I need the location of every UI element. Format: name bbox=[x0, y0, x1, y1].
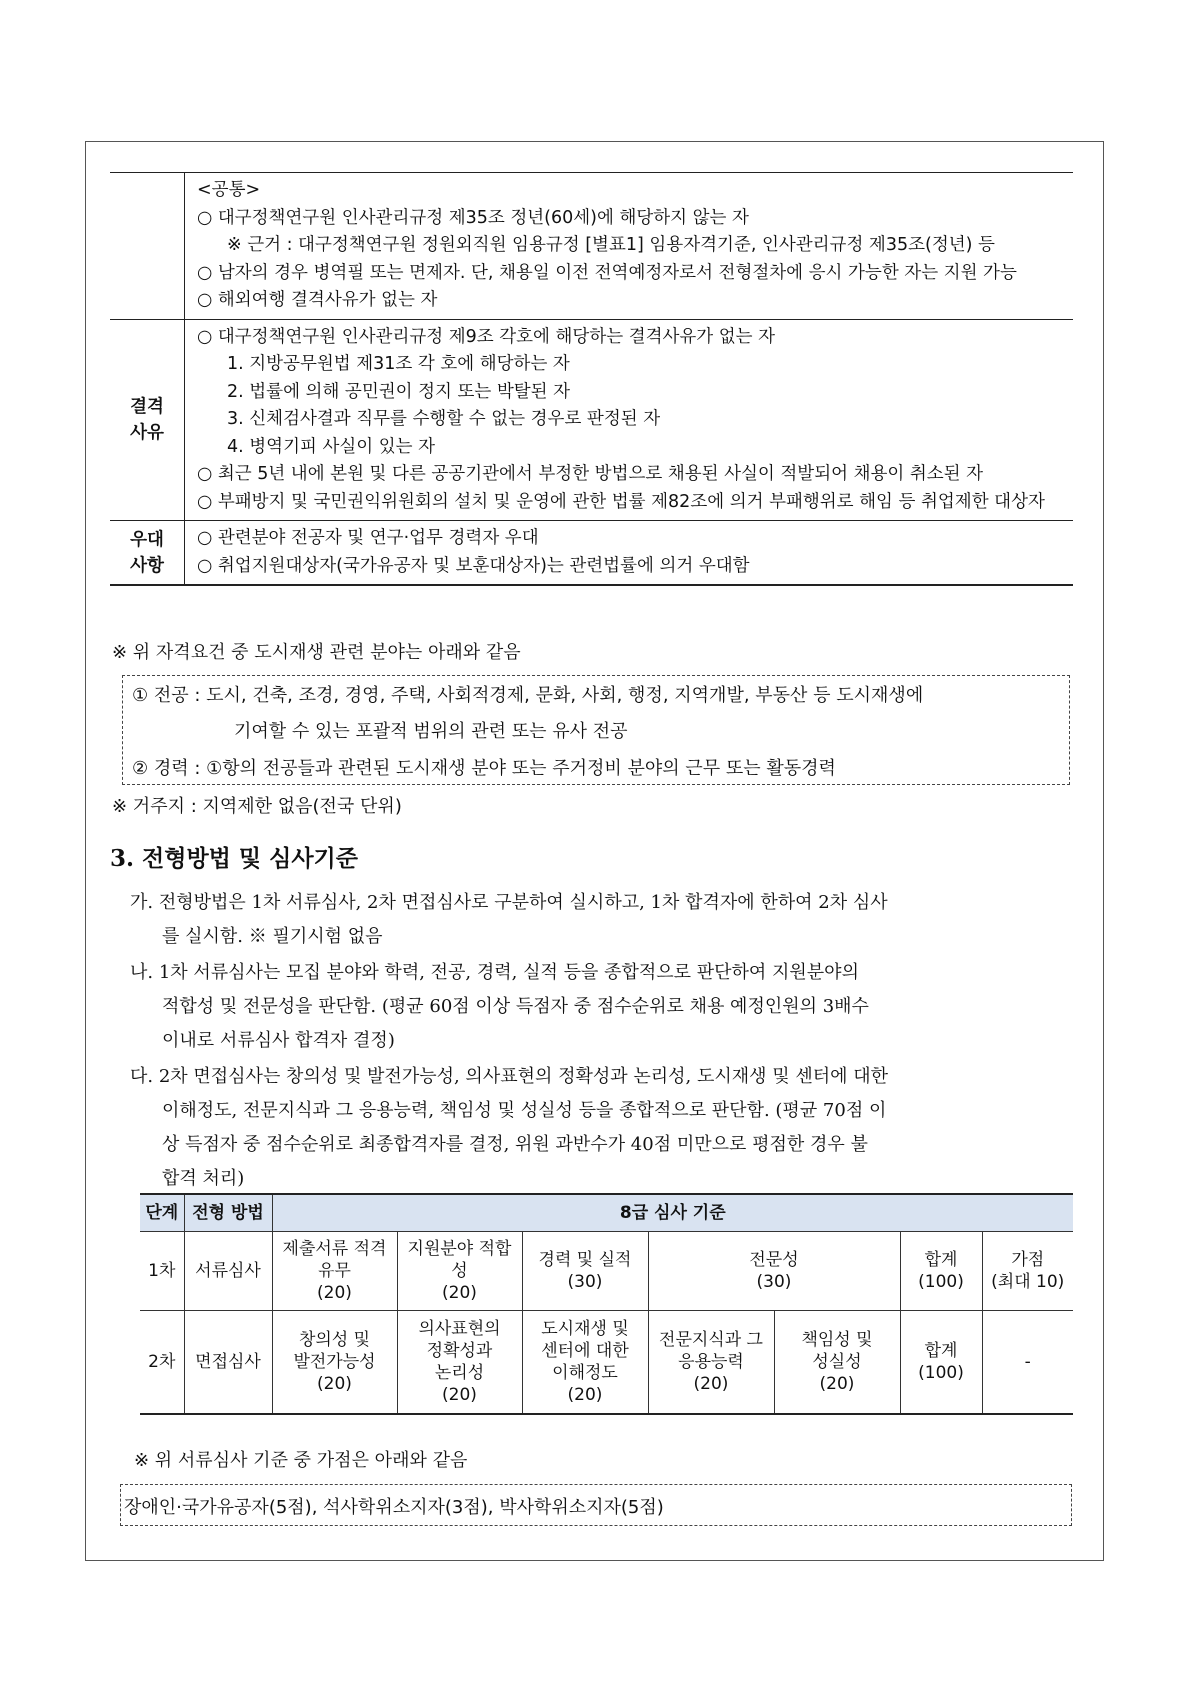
criterion-score: (최대 10) bbox=[991, 1272, 1065, 1292]
criterion-text: 전문지식과 그 bbox=[659, 1330, 763, 1350]
criterion-score: (100) bbox=[918, 1363, 964, 1383]
major-line: 기여할 수 있는 포괄적 범위의 관련 또는 유사 전공 bbox=[234, 721, 628, 742]
disq-line: ○ 대구정책연구원 인사관리규정 제9조 각호에 해당하는 결격사유가 없는 자 bbox=[197, 326, 776, 347]
section-title: 3. 전형방법 및 심사기준 bbox=[110, 845, 358, 872]
criterion-text: 논리성 bbox=[434, 1363, 485, 1383]
criterion-score: (20) bbox=[567, 1385, 603, 1405]
criterion-cell bbox=[272, 1232, 397, 1311]
qualification-table bbox=[110, 172, 1073, 586]
disqualification-row bbox=[110, 319, 1073, 521]
header-method: 전형 방법 bbox=[184, 1194, 272, 1232]
bonus-text: 장애인·국가유공자(5점), 석사학위소지자(3점), 박사학위소지자(5점) bbox=[124, 1497, 664, 1518]
stage1-row bbox=[140, 1232, 1073, 1311]
common-line: ※ 근거 : 대구정책연구원 정원외직원 임용규정 [별표1] 임용자격기준, 인사관리규정 제35조(정년) 등 bbox=[227, 235, 995, 255]
pref-line: ○ 관련분야 전공자 및 연구·업무 경력자 우대 bbox=[197, 528, 539, 548]
label-line: 사유 bbox=[130, 422, 164, 443]
disq-line: 3. 신체검사결과 직무를 수행할 수 없는 경우로 판정된 자 bbox=[227, 409, 661, 429]
criterion-text: 가점 bbox=[1011, 1250, 1045, 1270]
para-ga: 를 실시함. ※ 필기시험 없음 bbox=[162, 926, 383, 947]
header-stage: 단계 bbox=[140, 1194, 184, 1232]
stage-cell: 2차 bbox=[140, 1311, 184, 1415]
criterion-cell bbox=[397, 1232, 522, 1311]
criterion-score: (20) bbox=[317, 1374, 352, 1394]
criterion-score: (20) bbox=[442, 1385, 477, 1405]
common-line: ○ 남자의 경우 병역필 또는 면제자. 단, 채용일 이전 전역예정자로서 전형절차에 응시 가능한 자는 지원 가능 bbox=[197, 262, 1017, 283]
common-heading: <공통> bbox=[197, 180, 261, 200]
header-criteria: 8급 심사 기준 bbox=[272, 1194, 1073, 1232]
career-line: ② 경력 : ①항의 전공들과 관련된 도시재생 분야 또는 주거정비 분야의 근무 또는 활동경력 bbox=[132, 758, 836, 779]
criterion-text: 책임성 및 bbox=[801, 1330, 873, 1350]
para-da: 다. 2차 면접심사는 창의성 및 발전가능성, 의사표현의 정확성과 논리성, 도시재생 및 센터에 대한 bbox=[130, 1066, 889, 1087]
common-label bbox=[110, 173, 185, 320]
criterion-text: 의사표현의 bbox=[418, 1319, 501, 1339]
criterion-text: 이해정도 bbox=[552, 1363, 618, 1383]
method-cell: 면접심사 bbox=[184, 1311, 272, 1415]
criterion-text: 경력 및 실적 bbox=[538, 1250, 632, 1270]
criterion-cell bbox=[522, 1232, 648, 1311]
para-da: 상 득점자 중 점수순위로 최종합격자를 결정, 위원 과반수가 40점 미만으로 평점한 경우 불 bbox=[162, 1134, 868, 1155]
criterion-score: (100) bbox=[918, 1272, 964, 1292]
criterion-cell bbox=[522, 1311, 648, 1415]
criterion-text: 성실성 bbox=[812, 1352, 862, 1372]
method-cell: 서류심사 bbox=[184, 1232, 272, 1311]
criteria-header-row bbox=[140, 1194, 1073, 1232]
common-content bbox=[185, 173, 1074, 320]
common-line: ○ 대구정책연구원 인사관리규정 제35조 정년(60세)에 해당하지 않는 자 bbox=[197, 207, 749, 228]
criterion-text: 전문성 bbox=[749, 1250, 799, 1270]
stage-cell: 1차 bbox=[140, 1232, 184, 1311]
total-cell bbox=[900, 1311, 982, 1415]
criterion-text: 합계 bbox=[924, 1341, 958, 1361]
preference-content bbox=[185, 521, 1074, 586]
criterion-cell bbox=[397, 1311, 522, 1415]
disq-line: 2. 법률에 의해 공민권이 정지 또는 박탈된 자 bbox=[227, 381, 571, 402]
criterion-text: 센터에 대한 bbox=[541, 1341, 629, 1361]
criterion-score: (20) bbox=[317, 1283, 352, 1303]
common-line: ○ 해외여행 결격사유가 없는 자 bbox=[197, 290, 438, 310]
stage2-row bbox=[140, 1311, 1073, 1415]
criterion-text: 지원분야 적합성 bbox=[407, 1239, 512, 1281]
criterion-text: 창의성 및 bbox=[298, 1330, 371, 1350]
criterion-score: (20) bbox=[693, 1374, 729, 1394]
bonus-note: ※ 위 서류심사 기준 중 가점은 아래와 같음 bbox=[134, 1450, 468, 1471]
common-row bbox=[110, 173, 1073, 320]
criteria-table bbox=[140, 1193, 1073, 1415]
label-line: 우대 bbox=[130, 529, 164, 550]
pref-line: ○ 취업지원대상자(국가유공자 및 보훈대상자)는 관련법률에 의거 우대함 bbox=[197, 555, 750, 576]
criterion-text: 정확성과 bbox=[426, 1341, 493, 1361]
criterion-cell bbox=[648, 1311, 774, 1415]
criterion-score: (30) bbox=[756, 1272, 792, 1292]
para-da: 이해정도, 전문지식과 그 응용능력, 책임성 및 성실성 등을 종합적으로 판단함. (평균 70점 이 bbox=[162, 1100, 887, 1121]
preference-row bbox=[110, 521, 1073, 586]
criterion-text: 제출서류 적격 bbox=[282, 1239, 387, 1259]
disqualification-label bbox=[110, 319, 185, 521]
criterion-text: 유무 bbox=[318, 1261, 351, 1281]
disq-line: ○ 최근 5년 내에 본원 및 다른 공공기관에서 부정한 방법으로 채용된 사실이 적발되어 채용이 취소된 자 bbox=[197, 464, 984, 484]
criterion-cell bbox=[272, 1311, 397, 1415]
label-line: 사항 bbox=[130, 555, 164, 576]
criterion-text: 도시재생 및 bbox=[541, 1319, 629, 1339]
para-na: 나. 1차 서류심사는 모집 분야와 학력, 전공, 경력, 실적 등을 종합적으로 판단하여 지원분야의 bbox=[130, 962, 859, 983]
total-cell bbox=[900, 1232, 982, 1311]
disqualification-content bbox=[185, 319, 1074, 521]
para-da: 합격 처리) bbox=[162, 1168, 245, 1189]
criterion-cell bbox=[648, 1232, 900, 1311]
bonus-cell bbox=[982, 1232, 1073, 1311]
major-line: ① 전공 : 도시, 건축, 조경, 경영, 주택, 사회적경제, 문화, 사회, 행정, 지역개발, 부동산 등 도시재생에 bbox=[132, 685, 924, 706]
criterion-score: (20) bbox=[819, 1374, 855, 1394]
criterion-score: (30) bbox=[567, 1272, 603, 1292]
disq-line: ○ 부패방지 및 국민권익위원회의 설치 및 운영에 관한 법률 제82조에 의거 부패행위로 해임 등 취업제한 대상자 bbox=[197, 491, 1045, 512]
preference-label bbox=[110, 521, 185, 586]
criterion-text: 합계 bbox=[924, 1250, 958, 1270]
residence-note: ※ 거주지 : 지역제한 없음(전국 단위) bbox=[112, 796, 402, 817]
criterion-text: 응용능력 bbox=[678, 1352, 744, 1372]
para-na: 이내로 서류심사 합격자 결정) bbox=[162, 1030, 395, 1051]
para-na: 적합성 및 전문성을 판단함. (평균 60점 이상 득점자 중 점수순위로 채용 예정인원의 3배수 bbox=[162, 996, 869, 1017]
disq-line: 1. 지방공무원법 제31조 각 호에 해당하는 자 bbox=[227, 354, 570, 374]
bonus-cell: - bbox=[982, 1311, 1073, 1415]
para-ga: 가. 전형방법은 1차 서류심사, 2차 면접심사로 구분하여 실시하고, 1차 합격자에 한하여 2차 심사 bbox=[130, 892, 888, 913]
label-line: 결격 bbox=[130, 396, 164, 417]
criterion-text: 발전가능성 bbox=[293, 1352, 376, 1372]
criterion-cell bbox=[774, 1311, 900, 1415]
disq-line: 4. 병역기피 사실이 있는 자 bbox=[227, 436, 435, 457]
field-note: ※ 위 자격요건 중 도시재생 관련 분야는 아래와 같음 bbox=[112, 642, 521, 663]
criterion-score: (20) bbox=[442, 1283, 477, 1303]
